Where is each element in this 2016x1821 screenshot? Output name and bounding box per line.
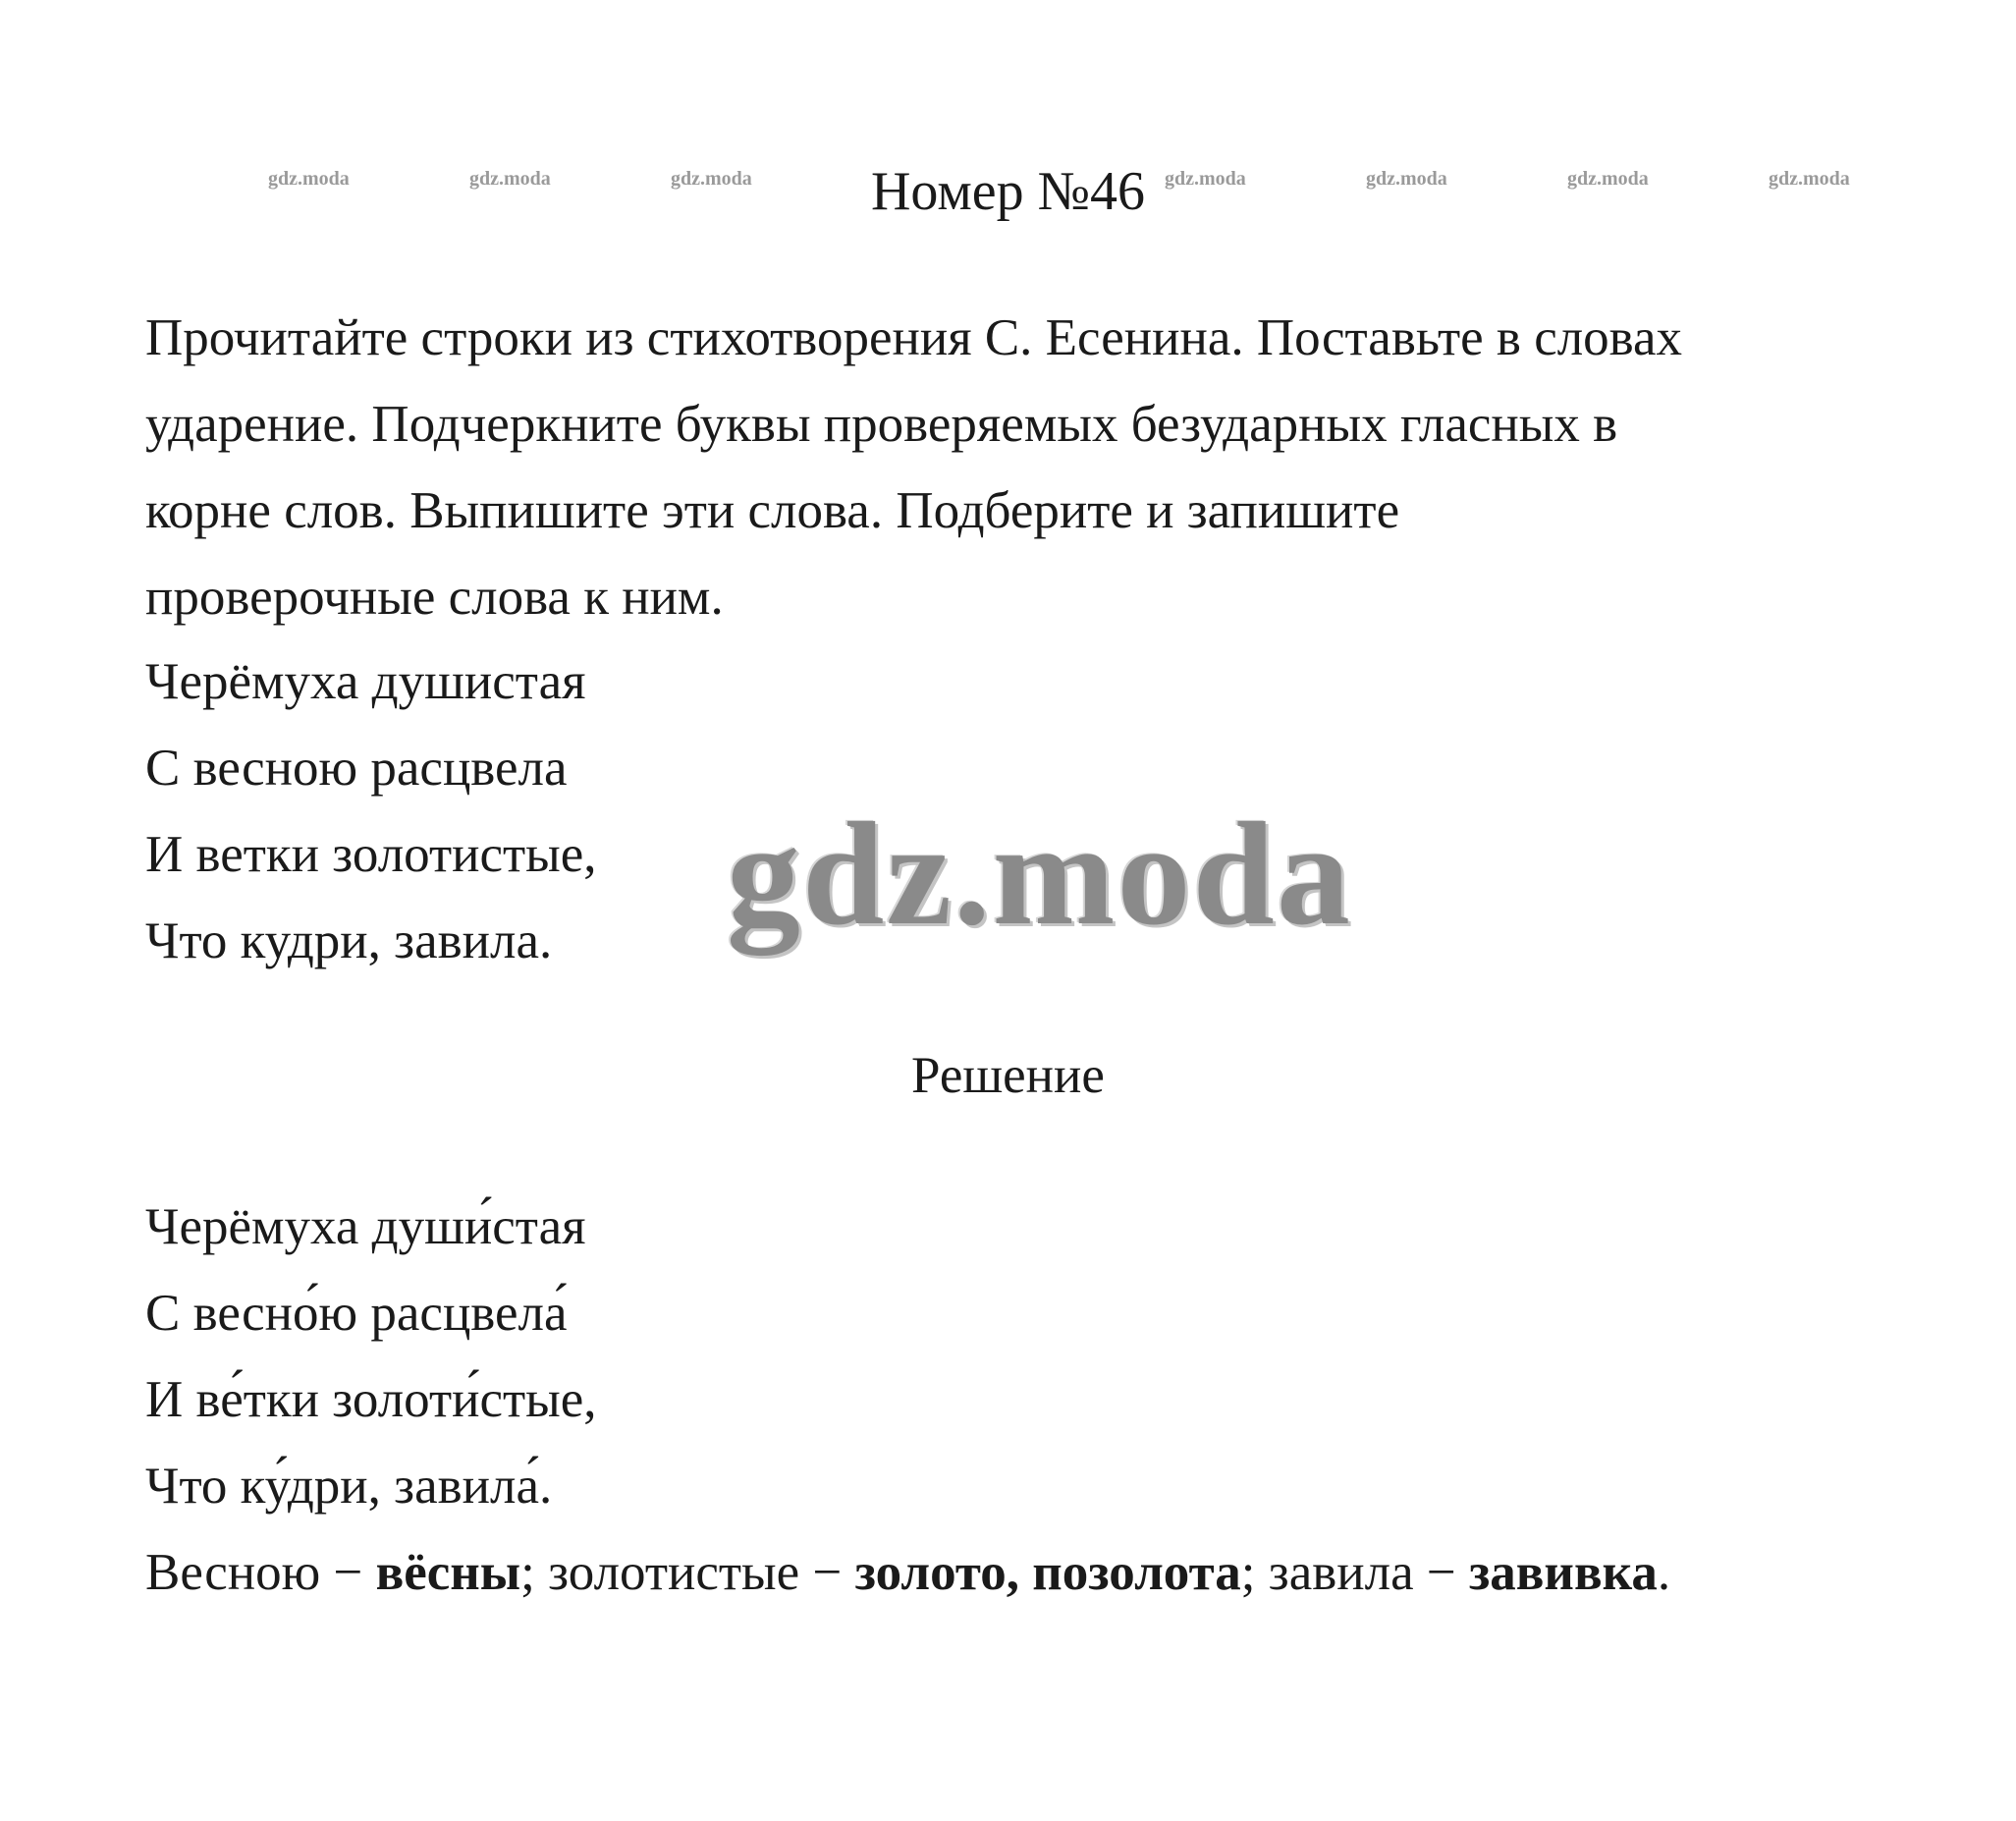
watermark-small: gdz.moda bbox=[1366, 168, 1447, 190]
check-word: завивка bbox=[1469, 1544, 1658, 1601]
separator: ; bbox=[520, 1544, 549, 1601]
check-word: вёсны bbox=[375, 1544, 521, 1601]
watermark-small: gdz.moda bbox=[1769, 168, 1850, 190]
word: Весною bbox=[145, 1544, 321, 1601]
separator: ; bbox=[1240, 1544, 1269, 1601]
word: золотистые bbox=[548, 1544, 800, 1601]
word: завила bbox=[1268, 1544, 1414, 1601]
watermark-small: gdz.moda bbox=[268, 168, 350, 190]
task-line: корне слов. Выпишите эти слова. Подберите и запишите bbox=[145, 482, 1400, 539]
stressed-line: Что ку́дри, завила́. bbox=[145, 1458, 553, 1515]
dash: − bbox=[320, 1544, 376, 1601]
stressed-line: Черёмуха души́стая bbox=[145, 1198, 586, 1255]
task-line: проверочные слова к ним. bbox=[145, 569, 724, 626]
solution-answer bbox=[145, 1184, 1670, 1616]
watermark-small: gdz.moda bbox=[671, 168, 752, 190]
dash: − bbox=[1413, 1544, 1469, 1601]
stressed-line: С весно́ю расцвела́ bbox=[145, 1285, 568, 1342]
page-title: Номер №46 bbox=[870, 161, 1146, 222]
watermark-small: gdz.moda bbox=[469, 168, 551, 190]
solution-title: Решение bbox=[911, 1047, 1105, 1104]
check-word: золото, позолота bbox=[854, 1544, 1241, 1601]
task-line: Прочитайте строки из стихотворения С. Есенина. Поставьте в словах bbox=[145, 309, 1683, 366]
check-words-line bbox=[145, 1529, 1670, 1616]
task-text bbox=[145, 295, 1903, 640]
poem-line: Что кудри, завила. bbox=[145, 912, 553, 969]
poem-line: И ветки золотистые, bbox=[145, 826, 597, 883]
poem bbox=[145, 638, 597, 984]
period: . bbox=[1657, 1544, 1671, 1601]
poem-line: Черёмуха душистая bbox=[145, 653, 586, 710]
stressed-line: И ве́тки золоти́стые, bbox=[145, 1371, 597, 1428]
watermark-small: gdz.moda bbox=[1567, 168, 1649, 190]
watermark-logo: gdz.moda bbox=[727, 793, 1352, 956]
poem-line: С весною расцвела bbox=[145, 740, 568, 797]
dash: − bbox=[799, 1544, 855, 1601]
task-line: ударение. Подчеркните буквы проверяемых безударных гласных в bbox=[145, 396, 1618, 453]
watermark-small: gdz.moda bbox=[1165, 168, 1246, 190]
